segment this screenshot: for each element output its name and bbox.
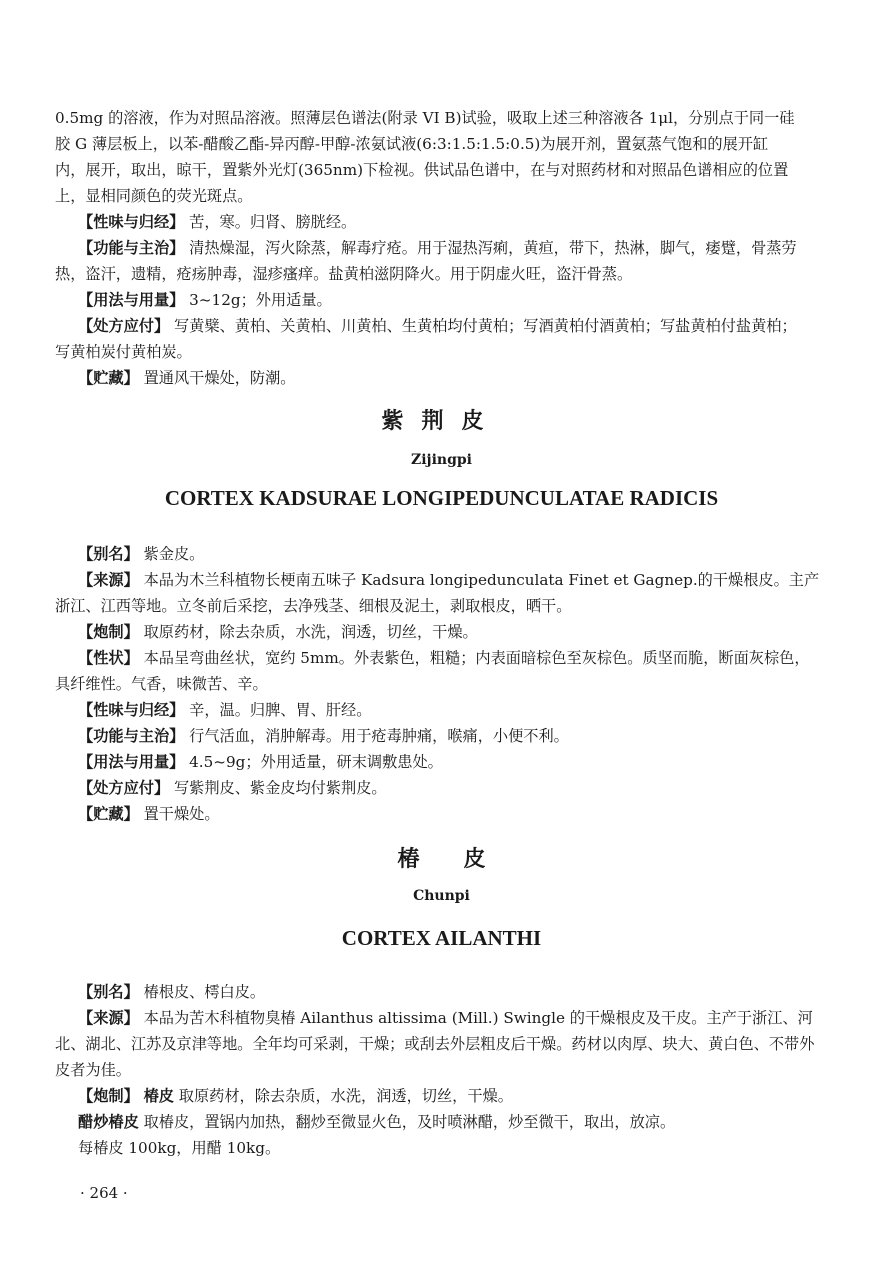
prev-func-cont: 热，盗汗，遗精，疮疡肿毒，湿疹瘙痒。盐黄柏滋阴降火。用于阴虚火旺，盗汗骨蒸。: [55, 265, 633, 283]
zj-proc-entry: [78, 620, 828, 644]
cp-vinegar-entry: [78, 1110, 828, 1134]
zj-taste-text: 辛，温。归脾、胃、肝经。: [189, 701, 372, 719]
chunpi-pinyin: Chunpi: [413, 888, 470, 904]
zj-store-tag: 【贮藏】: [78, 805, 139, 823]
zijingpi-latin: CORTEX KADSURAE LONGIPEDUNCULATAE RADICIS: [164, 486, 719, 510]
zj-taste-tag: 【性味与归经】: [78, 701, 185, 719]
chunpi-latin: CORTEX AILANTHI: [341, 926, 542, 950]
intro-line-4: 上，显相同颜色的荧光斑点。: [55, 187, 253, 205]
zj-func-text: 行气活血，消肿解毒。用于疮毒肿痛，喉痛，小便不利。: [189, 727, 569, 745]
zj-proc-text: 取原药材，除去杂质，水洗，润透，切丝，干燥。: [143, 623, 478, 641]
zj-taste-entry: [78, 698, 828, 722]
prev-rx-tag: 【处方应付】: [78, 317, 170, 335]
zj-rx-tag: 【处方应付】: [78, 779, 170, 797]
intro-line-1: 0.5mg 的溶液，作为对照品溶液。照薄层色谱法(附录 VI B)试验，吸取上述三种溶液各 1μl，分别点于同一硅: [55, 109, 795, 127]
zj-dose-entry: [78, 750, 828, 774]
cp-ratio: 每椿皮 100kg，用醋 10kg。: [78, 1139, 281, 1157]
zj-source-entry: [78, 568, 828, 592]
zj-proc-tag: 【炮制】: [78, 623, 139, 641]
cp-source-cont-1: 北、湖北、江苏及京津等地。全年均可采剥，干燥；或刮去外层粗皮后干燥。药材以肉厚、块大、黄白色、不带外: [55, 1035, 815, 1053]
cp-vinegar-text: 取椿皮，置锅内加热，翻炒至微显火色，及时喷淋醋，炒至微干，取出，放凉。: [143, 1113, 676, 1131]
cp-proc-tag: 【炮制】: [78, 1087, 139, 1105]
zj-char-text: 本品呈弯曲丝状，宽约 5mm。外表紫色，粗糙；内表面暗棕色至灰棕色。质坚而脆，断面灰棕色，: [143, 649, 810, 667]
prev-rx-text: 写黄檗、黄柏、关黄柏、川黄柏、生黄柏均付黄柏；写酒黄柏付酒黄柏；写盐黄柏付盐黄柏；: [173, 317, 797, 335]
prev-store-tag: 【贮藏】: [78, 369, 139, 387]
zj-source-text: 本品为木兰科植物长梗南五味子 Kadsura longipedunculata Finet et Gagnep.的干燥根皮。主产: [143, 571, 820, 589]
zj-func-tag: 【功能与主治】: [78, 727, 185, 745]
prev-func-text: 清热燥湿，泻火除蒸，解毒疗疮。用于湿热泻痢，黄疸，带下，热淋，脚气，痿躄，骨蒸劳: [189, 239, 797, 257]
cp-vinegar-sub: 醋炒椿皮: [78, 1113, 139, 1131]
zj-rx-text: 写紫荆皮、紫金皮均付紫荆皮。: [173, 779, 387, 797]
prev-taste-tag: 【性味与归经】: [78, 213, 185, 231]
cp-proc-sub: 椿皮: [143, 1087, 174, 1105]
cp-source-cont-2: 皮者为佳。: [55, 1061, 131, 1079]
cp-source-tag: 【来源】: [78, 1009, 139, 1027]
page-number: · 264 ·: [80, 1184, 128, 1202]
zj-dose-tag: 【用法与用量】: [78, 753, 185, 771]
zj-alias-entry: [78, 542, 828, 566]
cp-source-entry: [78, 1006, 828, 1030]
prev-dose-entry: [78, 288, 828, 312]
intro-line-2: 胶 G 薄层板上，以苯-醋酸乙酯-异丙醇-甲醇-浓氨试液(6:3:1.5:1.5:0.5)为展开剂，置氨蒸气饱和的展开缸: [55, 135, 769, 153]
zj-char-cont: 具纤维性。气香，味微苦、辛。: [55, 675, 268, 693]
cp-alias-entry: [78, 980, 828, 1004]
zijingpi-pinyin: Zijingpi: [411, 452, 472, 468]
cp-alias-text: 椿根皮、樗白皮。: [143, 983, 266, 1001]
prev-taste-entry: [78, 210, 828, 234]
zj-rx-entry: [78, 776, 828, 800]
chunpi-title: 椿皮: [397, 846, 530, 872]
prev-rx-cont: 写黄柏炭付黄柏炭。: [55, 343, 192, 361]
prev-func-tag: 【功能与主治】: [78, 239, 185, 257]
zj-store-entry: [78, 802, 828, 826]
zj-alias-text: 紫金皮。: [143, 545, 205, 563]
prev-taste-text: 苦，寒。归肾、膀胱经。: [189, 213, 357, 231]
prev-dose-tag: 【用法与用量】: [78, 291, 185, 309]
prev-rx-entry: [78, 314, 828, 338]
zj-dose-text: 4.5~9g；外用适量，研末调敷患处。: [189, 753, 443, 771]
zj-source-cont: 浙江、江西等地。立冬前后采挖，去净残茎、细根及泥土，剥取根皮，晒干。: [55, 597, 572, 615]
prev-store-entry: [78, 366, 828, 390]
cp-alias-tag: 【别名】: [78, 983, 139, 1001]
zj-char-entry: [78, 646, 828, 670]
cp-proc-text: 取原药材，除去杂质，水洗，润透，切丝，干燥。: [178, 1087, 513, 1105]
zj-func-entry: [78, 724, 828, 748]
prev-func-entry: [78, 236, 828, 260]
prev-store-text: 置通风干燥处，防潮。: [143, 369, 296, 387]
zj-source-tag: 【来源】: [78, 571, 139, 589]
zijingpi-title: 紫荆皮: [381, 408, 502, 434]
cp-proc-entry: [78, 1084, 828, 1108]
zj-alias-tag: 【别名】: [78, 545, 139, 563]
intro-line-3: 内，展开，取出，晾干，置紫外光灯(365nm)下检视。供试品色谱中，在与对照药材和对照品色谱相应的位置: [55, 161, 789, 179]
prev-dose-text: 3~12g；外用适量。: [189, 291, 332, 309]
zj-store-text: 置干燥处。: [143, 805, 220, 823]
cp-source-text: 本品为苦木科植物臭椿 Ailanthus altissima (Mill.) Swingle 的干燥根皮及干皮。主产于浙江、河: [143, 1009, 813, 1027]
zj-char-tag: 【性状】: [78, 649, 139, 667]
